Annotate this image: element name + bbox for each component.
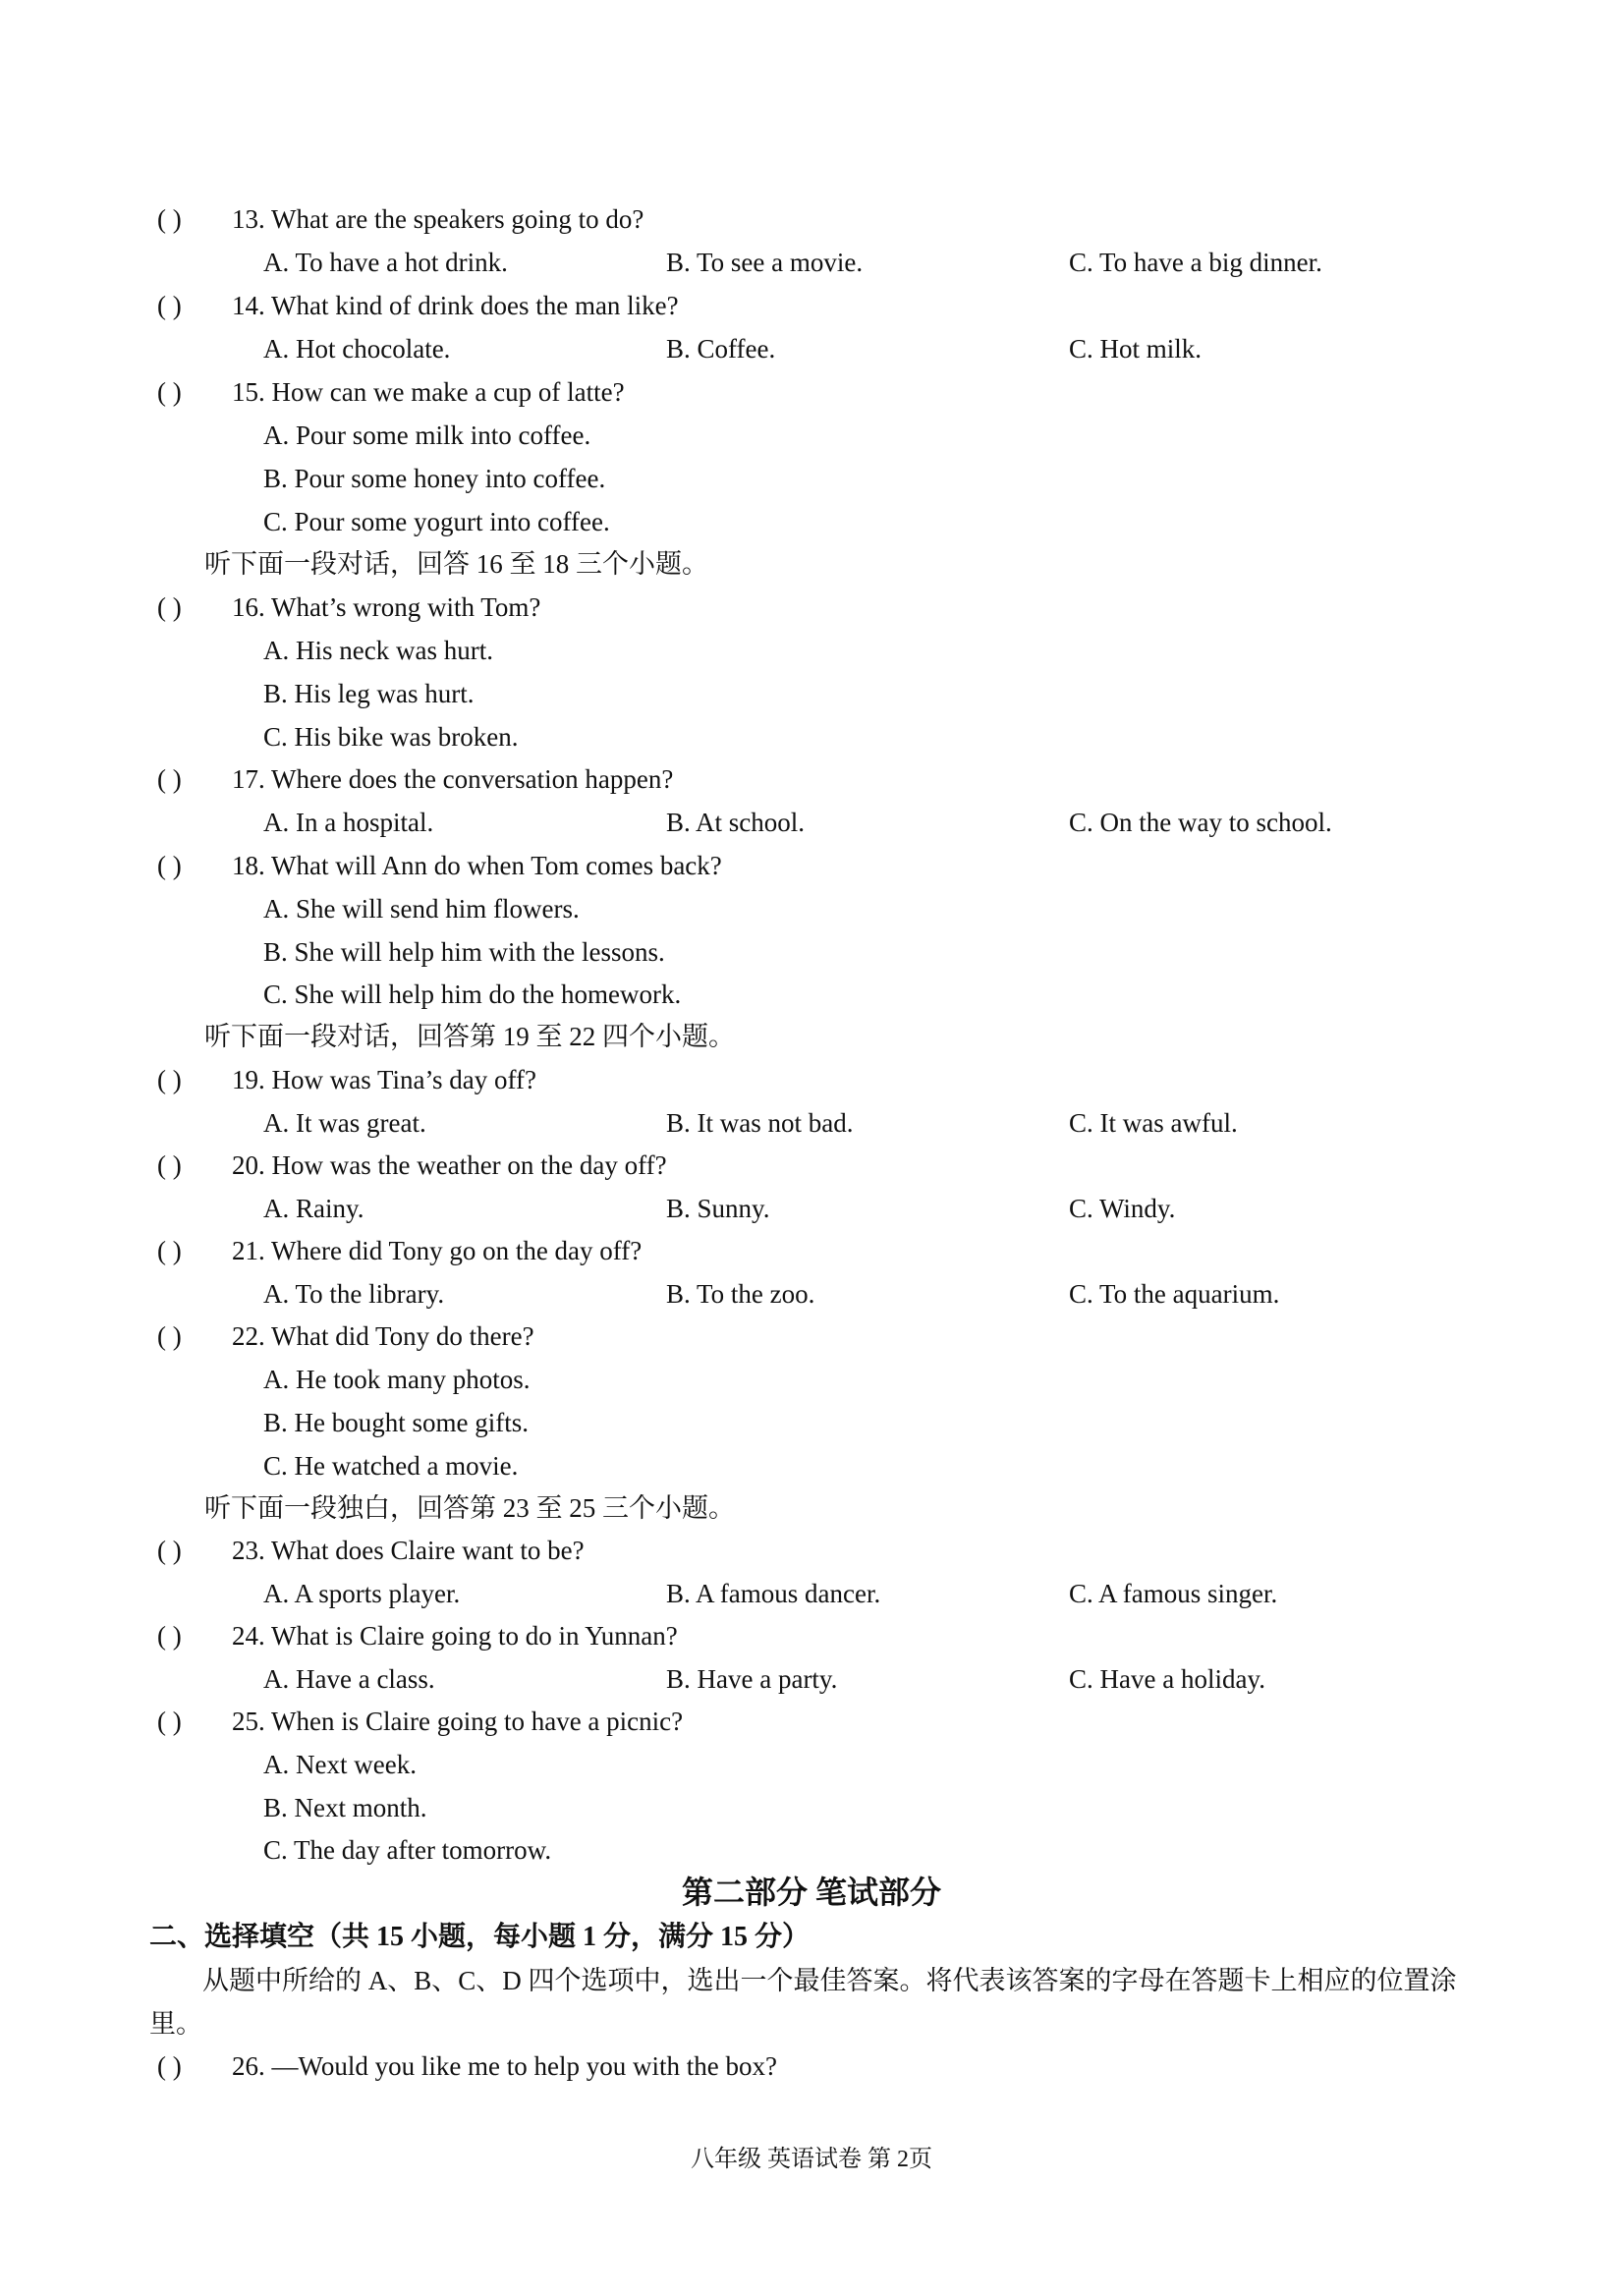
option-a: A. A sports player. [263, 1579, 461, 1608]
answer-blank[interactable]: ( ) [157, 764, 182, 794]
option-b: B. To see a movie. [666, 248, 864, 277]
option-a: A. It was great. [263, 1108, 426, 1138]
question-text: 14. What kind of drink does the man like? [232, 291, 679, 320]
question-text: 24. What is Claire going to do in Yunnan? [232, 1621, 678, 1651]
option-c: C. Hot milk. [1069, 334, 1203, 364]
option-a: A. In a hospital. [263, 808, 434, 837]
part-title: 第二部分 笔试部分 [681, 1875, 941, 1910]
option-b: B. His leg was hurt. [263, 679, 475, 708]
answer-blank[interactable]: ( ) [157, 592, 182, 622]
option-c: C. A famous singer. [1069, 1579, 1278, 1608]
option-c: C. To have a big dinner. [1069, 248, 1322, 277]
option-b: B. To the zoo. [666, 1279, 815, 1309]
option-b: B. At school. [666, 808, 806, 837]
question-text: 21. Where did Tony go on the day off? [232, 1236, 643, 1265]
answer-blank[interactable]: ( ) [157, 1321, 182, 1351]
listening-instruction: 听下面一段对话，回答第 19 至 22 四个小题。 [204, 1022, 735, 1051]
answer-blank[interactable]: ( ) [157, 1536, 182, 1565]
option-c: C. Pour some yogurt into coffee. [263, 507, 610, 536]
answer-blank[interactable]: ( ) [157, 1707, 182, 1736]
option-b: B. Next month. [263, 1793, 427, 1822]
answer-blank[interactable]: ( ) [157, 1236, 182, 1265]
listening-instruction: 听下面一段对话，回答 16 至 18 三个小题。 [204, 549, 708, 579]
question-text: 19. How was Tina’s day off? [232, 1065, 536, 1094]
option-b: B. Have a party. [666, 1664, 838, 1694]
option-b: B. It was not bad. [666, 1108, 854, 1138]
answer-blank[interactable]: ( ) [157, 851, 182, 880]
section-instruction: 从题中所给的 A、B、C、D 四个选项中，选出一个最佳答案。将代表该答案的字母在答题卡上相应的位置涂里。 [149, 1966, 1457, 2039]
option-c: C. Have a holiday. [1069, 1664, 1265, 1694]
option-b: B. She will help him with the lessons. [263, 937, 665, 967]
option-c: C. It was awful. [1069, 1108, 1238, 1138]
option-b: B. He bought some gifts. [263, 1408, 529, 1437]
question-text: 15. How can we make a cup of latte? [232, 377, 625, 407]
option-c: C. Windy. [1069, 1194, 1176, 1223]
option-a: A. She will send him flowers. [263, 894, 580, 924]
option-c: C. His bike was broken. [263, 722, 519, 752]
option-a: A. To the library. [263, 1279, 445, 1309]
option-c: C. On the way to school. [1069, 808, 1332, 837]
option-b: B. Sunny. [666, 1194, 770, 1223]
answer-blank[interactable]: ( ) [157, 291, 182, 320]
question-text: 22. What did Tony do there? [232, 1321, 534, 1351]
option-b: B. A famous dancer. [666, 1579, 881, 1608]
page-footer: 八年级 英语试卷 第 2页 [691, 2147, 932, 2172]
option-b: B. Coffee. [666, 334, 776, 364]
answer-blank[interactable]: ( ) [157, 377, 182, 407]
question-text: 23. What does Claire want to be? [232, 1536, 585, 1565]
answer-blank[interactable]: ( ) [157, 2051, 182, 2081]
option-a: A. Pour some milk into coffee. [263, 420, 591, 450]
answer-blank[interactable]: ( ) [157, 1150, 182, 1180]
question-text: 17. Where does the conversation happen? [232, 764, 674, 794]
option-c: C. The day after tomorrow. [263, 1835, 552, 1865]
question-text: 16. What’s wrong with Tom? [232, 592, 541, 622]
answer-blank[interactable]: ( ) [157, 1621, 182, 1651]
question-text: 13. What are the speakers going to do? [232, 204, 644, 234]
option-a: A. Have a class. [263, 1664, 435, 1694]
section-title: 二、选择填空（共 15 小题，每小题 1 分，满分 15 分） [149, 1922, 811, 1952]
option-a: A. His neck was hurt. [263, 636, 493, 665]
question-text: 20. How was the weather on the day off? [232, 1150, 667, 1180]
option-a: A. Next week. [263, 1750, 417, 1779]
listening-instruction: 听下面一段独白，回答第 23 至 25 三个小题。 [204, 1493, 735, 1523]
option-a: A. To have a hot drink. [263, 248, 508, 277]
answer-blank[interactable]: ( ) [157, 1065, 182, 1094]
option-a: A. Hot chocolate. [263, 334, 451, 364]
answer-blank[interactable]: ( ) [157, 204, 182, 234]
question-text: 25. When is Claire going to have a picnic? [232, 1707, 684, 1736]
question-text: 18. What will Ann do when Tom comes back? [232, 851, 722, 880]
option-a: A. Rainy. [263, 1194, 364, 1223]
option-c: C. She will help him do the homework. [263, 980, 682, 1009]
option-b: B. Pour some honey into coffee. [263, 464, 606, 493]
option-c: C. To the aquarium. [1069, 1279, 1280, 1309]
option-a: A. He took many photos. [263, 1365, 531, 1394]
option-c: C. He watched a movie. [263, 1451, 519, 1481]
question-text: 26. —Would you like me to help you with the box? [232, 2051, 778, 2081]
